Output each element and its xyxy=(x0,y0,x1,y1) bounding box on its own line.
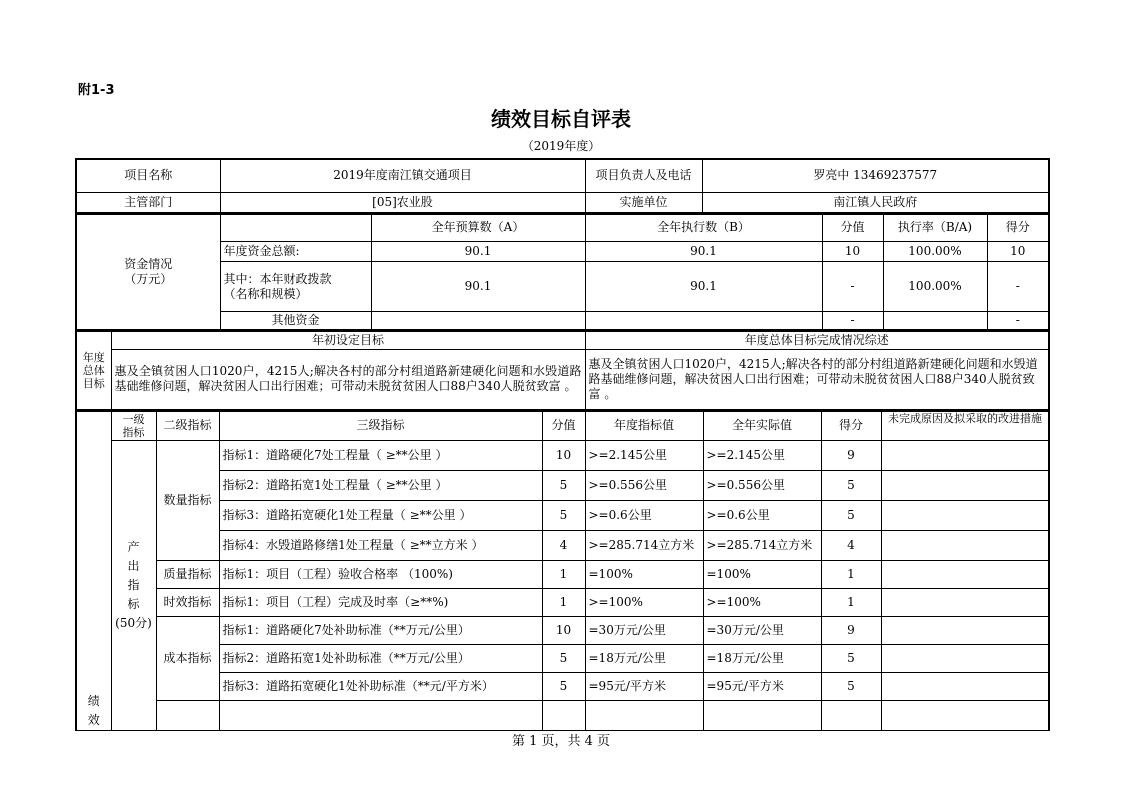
goals-initial-text: 惠及全镇贫困人口1020户，4215人;解决各村的部分村组道路新建硬化问题和水毁道路基础维修问题，解决贫困人口出行困难；可带动未脱贫贫困人口88户340人脱贫致富 。 xyxy=(111,349,585,409)
table-continuation xyxy=(156,701,219,731)
indicator-score: 9 xyxy=(821,441,881,471)
funds-row-score-value: - xyxy=(822,312,883,330)
indicator-reason xyxy=(881,561,1049,589)
indicator-score-value: 5 xyxy=(542,471,585,501)
table-continuation xyxy=(821,701,881,731)
indicator-score: 5 xyxy=(821,471,881,501)
indicator-score: 5 xyxy=(821,673,881,701)
indicator-target: =95元/平方米 xyxy=(585,673,703,701)
header-level2: 二级指标 xyxy=(156,411,219,441)
indicator-actual: =100% xyxy=(703,561,821,589)
header-score: 得分 xyxy=(821,411,881,441)
indicator-target: >=285.714立方米 xyxy=(585,531,703,561)
performance-label: 绩 效 xyxy=(76,411,111,731)
indicator-score-value: 10 xyxy=(542,441,585,471)
indicator-actual: =30万元/公里 xyxy=(703,617,821,645)
output-indicator-label: 产 出 指 标 (50分) xyxy=(111,441,156,731)
page-footer: 第 1 页，共 4 页 xyxy=(511,734,611,749)
indicator-target: >=0.6公里 xyxy=(585,501,703,531)
owner-label: 项目负责人及电话 xyxy=(585,159,702,192)
group-label-cost: 成本指标 xyxy=(156,617,219,701)
header-level3: 三级指标 xyxy=(219,411,542,441)
indicator-actual: >=0.556公里 xyxy=(703,471,821,501)
indicator-name: 指标3：道路拓宽硬化1处工程量（ ≥**公里 ） xyxy=(219,501,542,531)
funds-row-score: - xyxy=(987,262,1049,312)
header-score-value: 分值 xyxy=(542,411,585,441)
evaluation-table xyxy=(75,158,1048,727)
funds-header-rate: 执行率（B/A) xyxy=(883,214,987,242)
goals-summary-header: 年度总体目标完成情况综述 xyxy=(585,331,1049,349)
indicator-reason xyxy=(881,501,1049,531)
indicators-table xyxy=(75,410,1050,732)
indicator-reason xyxy=(881,531,1049,561)
indicator-actual: =95元/平方米 xyxy=(703,673,821,701)
goals-table xyxy=(75,330,1050,410)
funds-row-score: - xyxy=(987,312,1049,330)
group-label-quality: 质量指标 xyxy=(156,561,219,589)
header-target: 年度指标值 xyxy=(585,411,703,441)
funds-row-score-value: 10 xyxy=(822,242,883,262)
funds-row-budget xyxy=(371,312,585,330)
goals-summary-text: 惠及全镇贫困人口1020户，4215人;解决各村的部分村组道路新建硬化问题和水毁道路基础维修问题，解决贫困人口出行困难；可带动未脱贫贫困人口88户340人脱贫致富 。 xyxy=(585,349,1049,409)
dept-value: [05]农业股 xyxy=(220,192,585,212)
funds-row-score: 10 xyxy=(987,242,1049,262)
indicator-name: 指标1：项目（工程）完成及时率（≥**%) xyxy=(219,589,542,617)
goals-label: 年度 总体 目标 xyxy=(76,331,111,409)
attachment-label: 附1-3 xyxy=(78,83,115,98)
indicator-name: 指标3：道路拓宽硬化1处补助标准（**元/平方米） xyxy=(219,673,542,701)
indicator-actual: >=285.714立方米 xyxy=(703,531,821,561)
indicator-name: 指标1：道路硬化7处补助标准（**万元/公里） xyxy=(219,617,542,645)
indicator-target: >=0.556公里 xyxy=(585,471,703,501)
indicator-score-value: 5 xyxy=(542,501,585,531)
indicator-score: 1 xyxy=(821,561,881,589)
funds-row-rate: 100.00% xyxy=(883,242,987,262)
table-continuation xyxy=(703,701,821,731)
indicator-target: >=100% xyxy=(585,589,703,617)
indicator-score: 5 xyxy=(821,501,881,531)
indicator-target: =18万元/公里 xyxy=(585,645,703,673)
indicator-reason xyxy=(881,471,1049,501)
indicator-actual: >=2.145公里 xyxy=(703,441,821,471)
indicator-name: 指标2：道路拓宽1处工程量（ ≥**公里 ） xyxy=(219,471,542,501)
funds-row-rate xyxy=(883,312,987,330)
table-continuation xyxy=(219,701,542,731)
indicator-name: 指标2：道路拓宽1处补助标准（**万元/公里） xyxy=(219,645,542,673)
indicator-actual: =18万元/公里 xyxy=(703,645,821,673)
funds-row-score-value: - xyxy=(822,262,883,312)
funds-row-label: 其他资金 xyxy=(220,312,371,330)
funds-table xyxy=(75,213,1050,331)
funds-row-label: 其中：本年财政拨款 （名称和规模） xyxy=(220,262,371,312)
funds-header-budget: 全年预算数（A） xyxy=(371,214,585,242)
indicator-score: 4 xyxy=(821,531,881,561)
funds-header-score: 得分 xyxy=(987,214,1049,242)
indicator-score: 5 xyxy=(821,645,881,673)
indicator-reason xyxy=(881,589,1049,617)
unit-label: 实施单位 xyxy=(585,192,702,212)
project-name: 2019年度南江镇交通项目 xyxy=(220,159,585,192)
indicator-target: >=2.145公里 xyxy=(585,441,703,471)
goals-initial-header: 年初设定目标 xyxy=(111,331,585,349)
info-table xyxy=(75,158,1050,213)
indicator-reason xyxy=(881,673,1049,701)
unit-value: 南江镇人民政府 xyxy=(702,192,1049,212)
indicator-score: 9 xyxy=(821,617,881,645)
indicator-score-value: 10 xyxy=(542,617,585,645)
owner-value: 罗亮中 13469237577 xyxy=(702,159,1049,192)
funds-row-label: 年度资金总额: xyxy=(220,242,371,262)
dept-label: 主管部门 xyxy=(76,192,220,212)
indicator-actual: >=0.6公里 xyxy=(703,501,821,531)
indicator-score-value: 1 xyxy=(542,589,585,617)
table-continuation xyxy=(542,701,585,731)
header-level1: 一级 指标 xyxy=(111,411,156,441)
indicator-score-value: 5 xyxy=(542,673,585,701)
funds-row-rate: 100.00% xyxy=(883,262,987,312)
indicator-score: 1 xyxy=(821,589,881,617)
funds-label: 资金情况 （万元） xyxy=(76,214,220,330)
funds-row-exec: 90.1 xyxy=(585,262,822,312)
funds-row-budget: 90.1 xyxy=(371,262,585,312)
funds-row-budget: 90.1 xyxy=(371,242,585,262)
header-reason: 未完成原因及拟采取的改进措施 xyxy=(881,411,1049,441)
indicator-score-value: 4 xyxy=(542,531,585,561)
indicator-name: 指标4：水毁道路修缮1处工程量（ ≥**立方米 ） xyxy=(219,531,542,561)
indicator-actual: >=100% xyxy=(703,589,821,617)
funds-row-exec: 90.1 xyxy=(585,242,822,262)
group-label-timeliness: 时效指标 xyxy=(156,589,219,617)
indicator-score-value: 1 xyxy=(542,561,585,589)
funds-header-exec: 全年执行数（B） xyxy=(585,214,822,242)
header-actual: 全年实际值 xyxy=(703,411,821,441)
page-title: 绩效目标自评表 xyxy=(491,107,631,131)
indicator-target: =30万元/公里 xyxy=(585,617,703,645)
indicator-name: 指标1：道路硬化7处工程量（ ≥**公里 ） xyxy=(219,441,542,471)
table-continuation xyxy=(585,701,703,731)
group-label-quantity: 数量指标 xyxy=(156,441,219,561)
funds-row-exec xyxy=(585,312,822,330)
indicator-reason xyxy=(881,617,1049,645)
indicator-name: 指标1：项目（工程）验收合格率 （100%) xyxy=(219,561,542,589)
funds-header-score-value: 分值 xyxy=(822,214,883,242)
indicator-reason xyxy=(881,645,1049,673)
indicator-target: =100% xyxy=(585,561,703,589)
indicator-score-value: 5 xyxy=(542,645,585,673)
indicator-reason xyxy=(881,441,1049,471)
funds-header-blank xyxy=(220,214,371,242)
table-continuation xyxy=(881,701,1049,731)
report-year: （2019年度） xyxy=(521,139,601,153)
project-name-label: 项目名称 xyxy=(76,159,220,192)
